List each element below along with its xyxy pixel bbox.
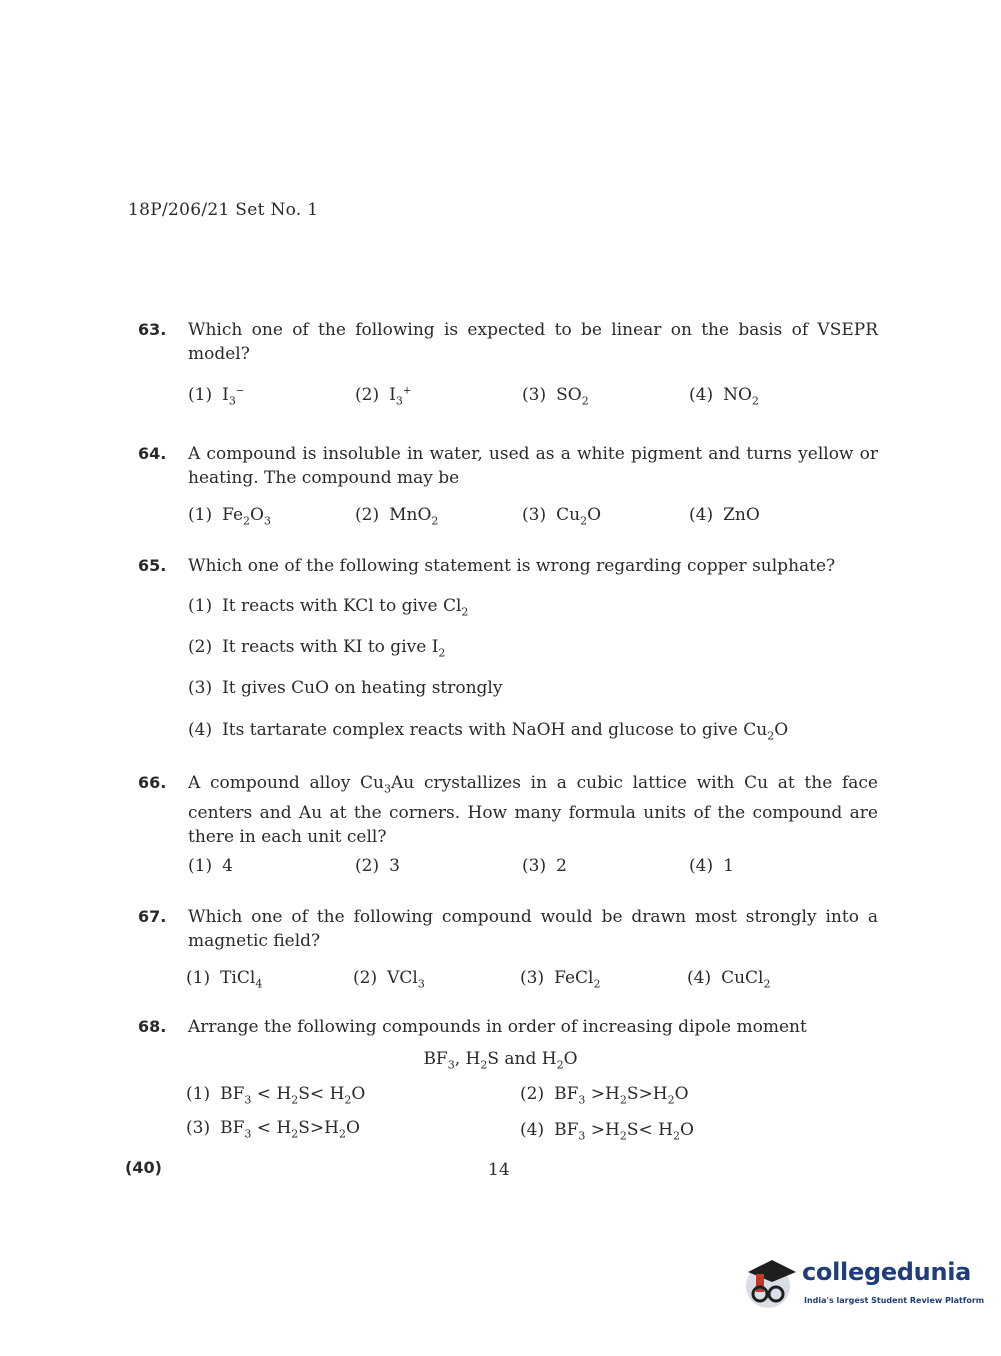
option-68-1: (1) $BF_3 < H_2S< H_2O$: [186, 1084, 366, 1107]
question-text: A compound alloy $Cu_3Au$ crystallizes in a cubic lattice with Cu at the face centers and Au at the corners. How many formula units of the compound are there in each unit cell?: [188, 773, 878, 848]
option-66-3: (3) 2: [522, 856, 567, 876]
option-66-1: (1) 4: [188, 856, 233, 876]
option-67-4: (4) CuCl$_2$: [687, 968, 771, 991]
page-number: 14: [488, 1160, 510, 1180]
option-68-4: (4) $BF_3 >H_2S< H_2O$: [520, 1120, 694, 1143]
question-text: Arrange the following compounds in order of increasing dipole moment: [188, 1017, 807, 1037]
option-64-1: (1) $Fe_2O_3$: [188, 505, 271, 528]
option-64-3: (3) $Cu_2O$: [522, 505, 601, 528]
option-63-3: (3) $SO_2$: [522, 385, 589, 408]
option-64-2: (2) MnO$_2$: [355, 505, 439, 528]
option-65-1: (1) It reacts with KCl to give $Cl_2$: [188, 596, 469, 619]
option-65-2: (2) It reacts with KI to give $I_2$: [188, 637, 446, 660]
question-number: 68.: [138, 1017, 167, 1036]
option-63-4: (4) $NO_2$: [689, 385, 759, 408]
paper-code-header: 18P/206/21 Set No. 1: [128, 200, 319, 220]
option-65-4: (4) Its tartarate complex reacts with NaOH and glucose to give $Cu_2O$: [188, 720, 789, 743]
option-63-2: (2) $I_3^+$: [355, 385, 412, 408]
option-64-4: (4) ZnO: [689, 505, 760, 525]
question-number: 67.: [138, 907, 167, 926]
option-66-4: (4) 1: [689, 856, 734, 876]
option-67-3: (3) FeCl$_2$: [520, 968, 601, 991]
option-67-1: (1) TiCl$_4$: [186, 968, 263, 991]
question-66: [138, 771, 878, 849]
question-64: [138, 442, 878, 490]
option-67-2: (2) VCl$_3$: [353, 968, 425, 991]
question-text: Which one of the following statement is wrong regarding copper sulphate?: [188, 556, 836, 576]
collegedunia-logo: [742, 1252, 985, 1312]
marks-label: (40): [125, 1158, 162, 1177]
question-text: Which one of the following compound would be drawn most strongly into a magnetic field?: [188, 907, 878, 951]
option-68-3: (3) $BF_3 < H_2S>H_2O$: [186, 1118, 360, 1141]
option-68-2: (2) $BF_3 >H_2S>H_2O$: [520, 1084, 689, 1107]
option-63-1: (1) $I_3^-$: [188, 385, 245, 408]
question-number: 66.: [138, 773, 167, 792]
question-67: [138, 905, 878, 953]
compound-list: $BF_3$, $H_2S$ and $H_2O$: [423, 1049, 578, 1072]
question-65: [138, 554, 878, 578]
question-text: A compound is insoluble in water, used as a white pigment and turns yellow or heating. The compound may be: [188, 444, 878, 488]
question-63: [138, 318, 878, 366]
option-65-3: (3) It gives CuO on heating strongly: [188, 678, 503, 698]
question-number: 63.: [138, 320, 167, 339]
mascot-icon: [742, 1252, 800, 1312]
option-66-2: (2) 3: [355, 856, 400, 876]
logo-tagline: India's largest Student Review Platform: [804, 1296, 985, 1305]
question-number: 64.: [138, 444, 167, 463]
question-number: 65.: [138, 556, 167, 575]
question-68: [138, 1015, 878, 1039]
question-text: Which one of the following is expected to be linear on the basis of VSEPR model?: [188, 320, 878, 364]
logo-name: collegedunia: [802, 1258, 972, 1286]
